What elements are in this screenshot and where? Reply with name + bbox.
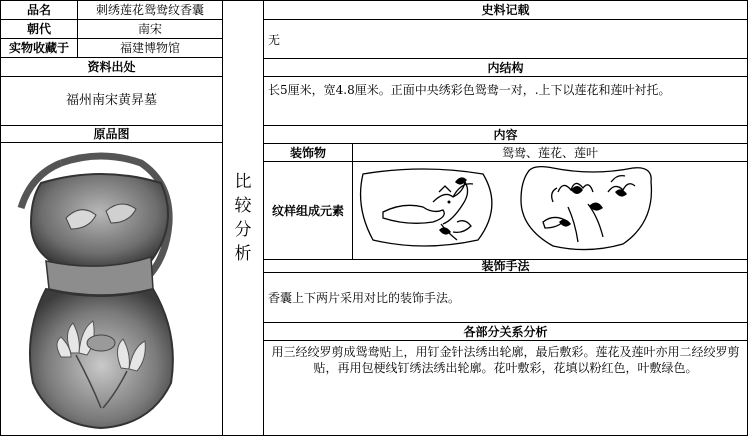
label-name: 品名 <box>0 0 78 20</box>
vertical-char-2: 较 <box>234 196 252 216</box>
original-image-cell <box>0 142 223 436</box>
relation-header: 各部分关系分析 <box>263 322 748 341</box>
label-dynasty: 朝代 <box>0 19 78 39</box>
technique-header: 装饰手法 <box>263 259 748 273</box>
value-dynasty: 南宋 <box>77 19 223 39</box>
sachet-photo <box>1 143 222 435</box>
pattern-drawings-cell <box>352 161 748 260</box>
history-header: 史料记载 <box>263 0 748 20</box>
vertical-char-4: 析 <box>234 244 252 264</box>
source-value: 福州南宋黄昇墓 <box>0 76 223 126</box>
structure-header: 内结构 <box>263 58 748 77</box>
ornament-value: 鸳鸯、莲花、莲叶 <box>352 143 748 162</box>
value-name: 刺绣莲花鸳鸯纹香囊 <box>77 0 223 20</box>
upper-lobe-drawing <box>361 169 492 246</box>
source-header: 资料出处 <box>0 57 223 77</box>
image-header: 原品图 <box>0 125 223 143</box>
comparison-analysis-label <box>222 0 264 436</box>
label-collection: 实物收藏于 <box>0 38 78 58</box>
ornament-label: 装饰物 <box>263 143 353 162</box>
lower-lobe-drawing <box>521 167 651 250</box>
vertical-char-3: 分 <box>234 220 252 240</box>
relation-value: 用三经绞罗剪成鸳鸯贴上，用钉金针法绣出轮廓，最后敷彩。莲花及莲叶亦用二经绞罗剪贴，再用包梗线钉绣法绣出轮廓。花叶敷彩，花填以粉红色，叶敷绿色。 <box>263 340 748 436</box>
structure-value: 长5厘米，宽4.8厘米。正面中央绣彩色鸳鸯一对，.上下以莲花和莲叶衬托。 <box>263 76 748 126</box>
content-header: 内容 <box>263 125 748 144</box>
value-collection: 福建博物馆 <box>77 38 223 58</box>
history-value: 无 <box>263 19 748 59</box>
pattern-label: 纹样组成元素 <box>263 161 353 260</box>
pattern-drawings <box>353 162 747 259</box>
vertical-char-1: 比 <box>234 172 252 192</box>
technique-value: 香囊上下两片采用对比的装饰手法。 <box>263 272 748 323</box>
